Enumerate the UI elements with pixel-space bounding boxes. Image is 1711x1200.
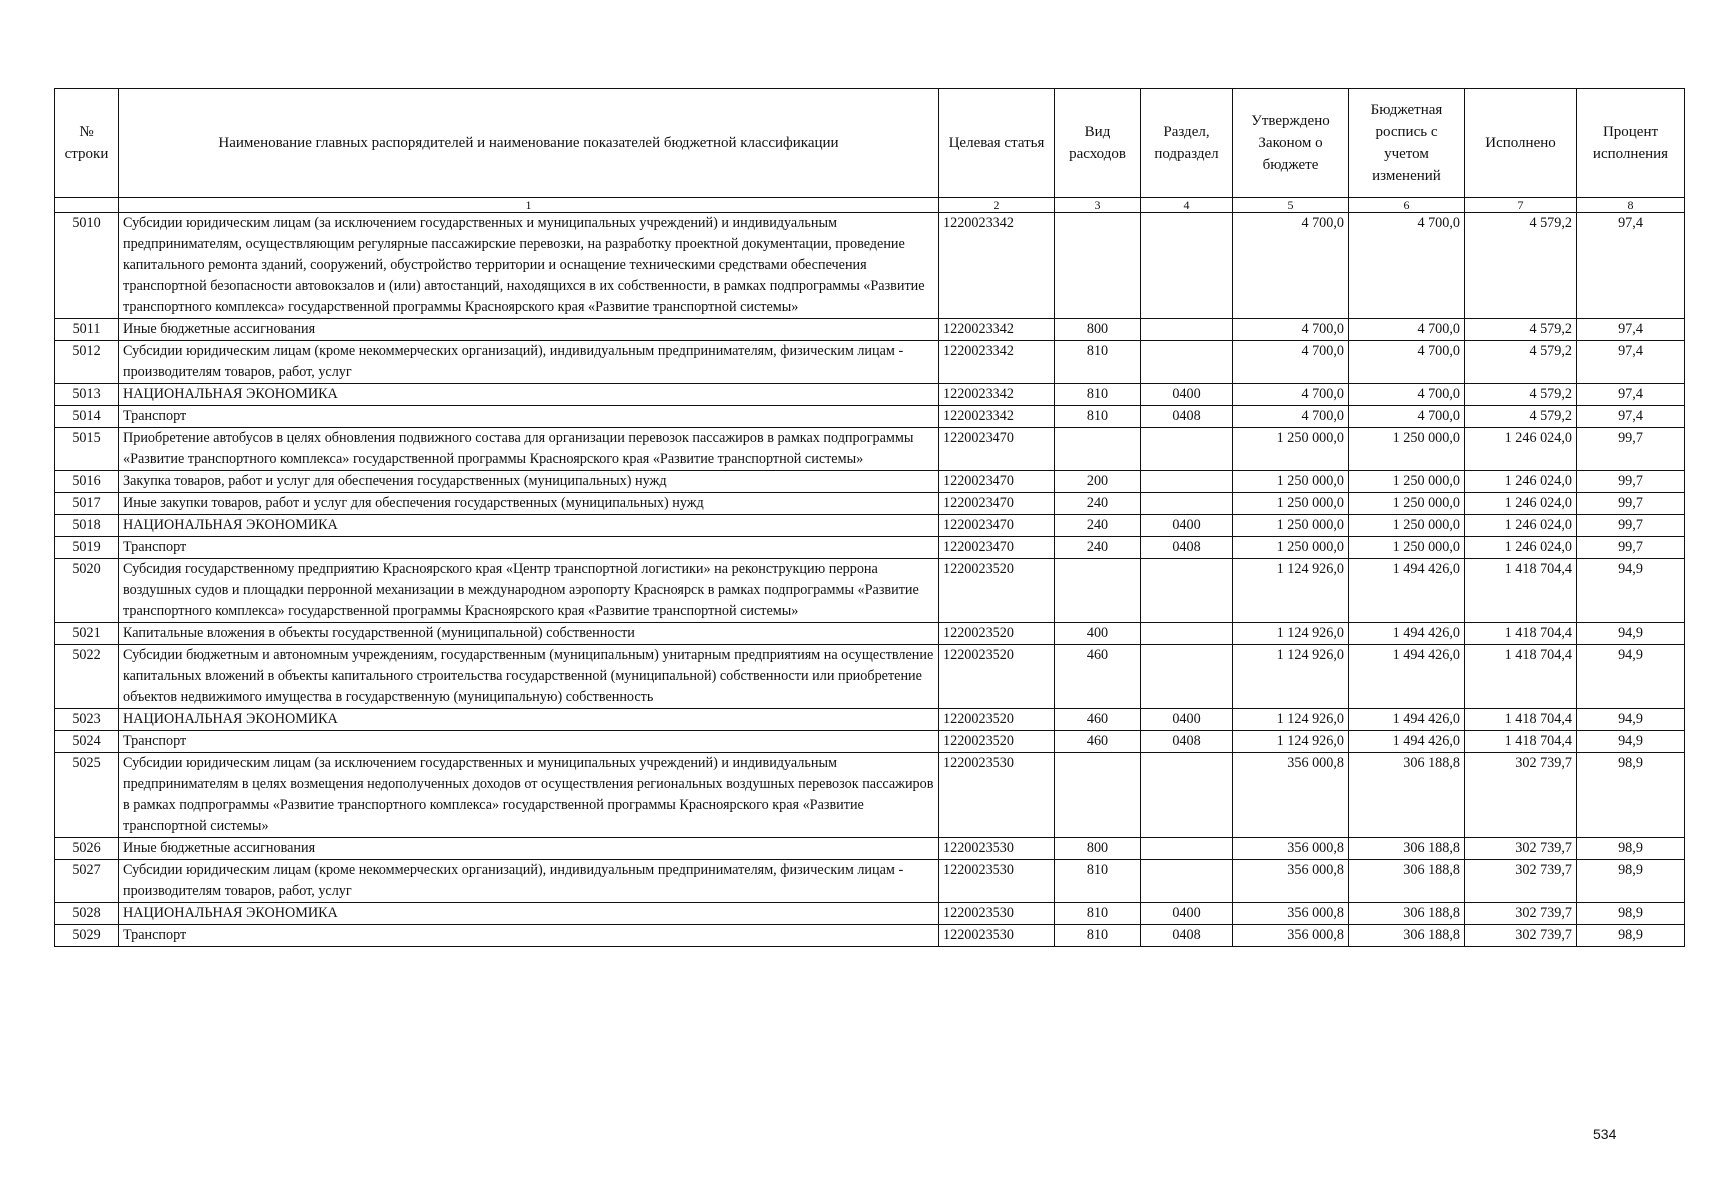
column-number: 7 [1465, 198, 1577, 213]
row-expense-type: 810 [1055, 925, 1141, 947]
row-number: 5016 [55, 471, 119, 493]
row-expense-type: 400 [1055, 623, 1141, 645]
row-percent: 99,7 [1577, 493, 1685, 515]
column-number: 3 [1055, 198, 1141, 213]
row-target-article: 1220023530 [939, 838, 1055, 860]
row-percent: 94,9 [1577, 623, 1685, 645]
row-number: 5017 [55, 493, 119, 515]
table-row [55, 213, 1685, 319]
row-percent: 99,7 [1577, 515, 1685, 537]
row-executed: 1 418 704,4 [1465, 709, 1577, 731]
row-budget-plan: 1 494 426,0 [1349, 623, 1465, 645]
row-executed: 1 246 024,0 [1465, 428, 1577, 471]
row-name: Субсидии юридическим лицам (кроме некоммерческих организаций), индивидуальным предпринимателям, физическим лицам - производителям товаров, работ, услуг [119, 341, 939, 384]
row-budget-plan: 306 188,8 [1349, 838, 1465, 860]
header-percent: Процент исполнения [1577, 89, 1685, 198]
row-expense-type: 810 [1055, 384, 1141, 406]
row-executed: 1 418 704,4 [1465, 645, 1577, 709]
row-number: 5010 [55, 213, 119, 319]
row-section: 0400 [1141, 709, 1233, 731]
row-section [1141, 559, 1233, 623]
column-number: 4 [1141, 198, 1233, 213]
row-approved: 4 700,0 [1233, 406, 1349, 428]
table-row [55, 319, 1685, 341]
row-approved: 4 700,0 [1233, 319, 1349, 341]
row-name: Закупка товаров, работ и услуг для обеспечения государственных (муниципальных) нужд [119, 471, 939, 493]
row-name: НАЦИОНАЛЬНАЯ ЭКОНОМИКА [119, 903, 939, 925]
row-expense-type: 240 [1055, 515, 1141, 537]
column-number: 6 [1349, 198, 1465, 213]
row-approved: 1 250 000,0 [1233, 493, 1349, 515]
row-name: Транспорт [119, 537, 939, 559]
row-section [1141, 319, 1233, 341]
row-percent: 99,7 [1577, 537, 1685, 559]
row-budget-plan: 1 250 000,0 [1349, 428, 1465, 471]
row-target-article: 1220023470 [939, 471, 1055, 493]
row-percent: 97,4 [1577, 406, 1685, 428]
row-executed: 4 579,2 [1465, 406, 1577, 428]
row-section: 0400 [1141, 515, 1233, 537]
header-section: Раздел, подраздел [1141, 89, 1233, 198]
column-number: 8 [1577, 198, 1685, 213]
row-number: 5024 [55, 731, 119, 753]
row-target-article: 1220023342 [939, 406, 1055, 428]
row-executed: 302 739,7 [1465, 753, 1577, 838]
row-executed: 4 579,2 [1465, 384, 1577, 406]
row-number: 5014 [55, 406, 119, 428]
table-row [55, 731, 1685, 753]
table-row [55, 645, 1685, 709]
row-expense-type [1055, 428, 1141, 471]
row-name: Субсидия государственному предприятию Красноярского края «Центр транспортной логистики» на реконструкцию перрона воздушных судов и площадки перронной механизации в международном аэропорту Красноярск в рамках подпрограммы «Развитие транспортного комплекса» государственной программы Красноярского края «Развитие транспортной системы» [119, 559, 939, 623]
table-row [55, 753, 1685, 838]
row-name: Транспорт [119, 406, 939, 428]
table-row [55, 709, 1685, 731]
row-target-article: 1220023342 [939, 341, 1055, 384]
row-expense-type: 240 [1055, 493, 1141, 515]
budget-execution-table [54, 88, 1685, 947]
row-percent: 99,7 [1577, 428, 1685, 471]
row-number: 5015 [55, 428, 119, 471]
row-executed: 4 579,2 [1465, 213, 1577, 319]
header-expense-type: Вид расходов [1055, 89, 1141, 198]
row-number: 5018 [55, 515, 119, 537]
table-row [55, 838, 1685, 860]
row-target-article: 1220023470 [939, 515, 1055, 537]
row-name: Транспорт [119, 925, 939, 947]
row-executed: 4 579,2 [1465, 341, 1577, 384]
row-expense-type [1055, 213, 1141, 319]
row-executed: 1 418 704,4 [1465, 559, 1577, 623]
row-executed: 1 246 024,0 [1465, 515, 1577, 537]
row-target-article: 1220023342 [939, 213, 1055, 319]
table-row [55, 406, 1685, 428]
row-expense-type: 810 [1055, 406, 1141, 428]
row-section [1141, 623, 1233, 645]
row-number: 5029 [55, 925, 119, 947]
row-target-article: 1220023470 [939, 537, 1055, 559]
row-number: 5026 [55, 838, 119, 860]
row-percent: 98,9 [1577, 753, 1685, 838]
row-approved: 356 000,8 [1233, 753, 1349, 838]
row-section [1141, 428, 1233, 471]
row-name: НАЦИОНАЛЬНАЯ ЭКОНОМИКА [119, 384, 939, 406]
row-executed: 1 246 024,0 [1465, 493, 1577, 515]
row-name: Транспорт [119, 731, 939, 753]
table-row [55, 925, 1685, 947]
row-percent: 97,4 [1577, 341, 1685, 384]
row-name: Иные бюджетные ассигнования [119, 838, 939, 860]
row-target-article: 1220023530 [939, 860, 1055, 903]
row-executed: 1 246 024,0 [1465, 471, 1577, 493]
row-approved: 1 124 926,0 [1233, 559, 1349, 623]
row-target-article: 1220023520 [939, 645, 1055, 709]
row-expense-type: 460 [1055, 645, 1141, 709]
row-expense-type: 460 [1055, 731, 1141, 753]
row-number: 5012 [55, 341, 119, 384]
row-number: 5025 [55, 753, 119, 838]
row-approved: 1 250 000,0 [1233, 471, 1349, 493]
row-executed: 302 739,7 [1465, 903, 1577, 925]
row-section [1141, 753, 1233, 838]
row-section [1141, 213, 1233, 319]
row-expense-type: 800 [1055, 319, 1141, 341]
table-row [55, 623, 1685, 645]
header-row-number: № строки [55, 89, 119, 198]
row-budget-plan: 306 188,8 [1349, 903, 1465, 925]
row-expense-type: 200 [1055, 471, 1141, 493]
row-percent: 98,9 [1577, 925, 1685, 947]
row-expense-type: 810 [1055, 860, 1141, 903]
row-percent: 94,9 [1577, 559, 1685, 623]
row-section [1141, 471, 1233, 493]
table-row [55, 860, 1685, 903]
row-number: 5021 [55, 623, 119, 645]
row-budget-plan: 4 700,0 [1349, 341, 1465, 384]
row-approved: 1 124 926,0 [1233, 731, 1349, 753]
row-budget-plan: 1 494 426,0 [1349, 731, 1465, 753]
row-name: НАЦИОНАЛЬНАЯ ЭКОНОМИКА [119, 709, 939, 731]
row-approved: 1 250 000,0 [1233, 515, 1349, 537]
row-approved: 356 000,8 [1233, 903, 1349, 925]
row-target-article: 1220023520 [939, 709, 1055, 731]
row-name: Иные бюджетные ассигнования [119, 319, 939, 341]
row-budget-plan: 1 494 426,0 [1349, 559, 1465, 623]
row-expense-type: 800 [1055, 838, 1141, 860]
row-percent: 98,9 [1577, 838, 1685, 860]
row-budget-plan: 1 250 000,0 [1349, 515, 1465, 537]
row-budget-plan: 4 700,0 [1349, 319, 1465, 341]
header-target-article: Целевая статья [939, 89, 1055, 198]
header-row [55, 89, 1685, 198]
column-number: 2 [939, 198, 1055, 213]
row-section: 0400 [1141, 384, 1233, 406]
row-target-article: 1220023520 [939, 559, 1055, 623]
row-expense-type: 810 [1055, 903, 1141, 925]
column-numbers-row [55, 198, 1685, 213]
row-name: НАЦИОНАЛЬНАЯ ЭКОНОМИКА [119, 515, 939, 537]
header-name: Наименование главных распорядителей и наименование показателей бюджетной классификации [119, 89, 939, 198]
row-expense-type: 460 [1055, 709, 1141, 731]
row-approved: 4 700,0 [1233, 213, 1349, 319]
row-name: Субсидии бюджетным и автономным учреждениям, государственным (муниципальным) унитарным предприятиям на осуществление капитальных вложений в объекты капитального строительства государственной (муниципальной) собственности или приобретение объектов недвижимого имущества в государственную (муниципальную) собственность [119, 645, 939, 709]
row-target-article: 1220023530 [939, 903, 1055, 925]
row-target-article: 1220023520 [939, 731, 1055, 753]
row-name: Капитальные вложения в объекты государственной (муниципальной) собственности [119, 623, 939, 645]
row-budget-plan: 1 250 000,0 [1349, 537, 1465, 559]
row-section [1141, 493, 1233, 515]
table-row [55, 341, 1685, 384]
row-target-article: 1220023520 [939, 623, 1055, 645]
row-percent: 97,4 [1577, 213, 1685, 319]
page-number: 534 [1593, 1126, 1617, 1142]
row-number: 5022 [55, 645, 119, 709]
table-body [55, 213, 1685, 947]
row-target-article: 1220023342 [939, 319, 1055, 341]
row-budget-plan: 1 250 000,0 [1349, 493, 1465, 515]
row-approved: 356 000,8 [1233, 838, 1349, 860]
row-budget-plan: 306 188,8 [1349, 860, 1465, 903]
row-section [1141, 341, 1233, 384]
row-target-article: 1220023470 [939, 428, 1055, 471]
header-approved: Утверждено Законом о бюджете [1233, 89, 1349, 198]
row-number: 5027 [55, 860, 119, 903]
row-number: 5011 [55, 319, 119, 341]
row-expense-type: 810 [1055, 341, 1141, 384]
row-target-article: 1220023530 [939, 753, 1055, 838]
row-budget-plan: 4 700,0 [1349, 384, 1465, 406]
row-percent: 99,7 [1577, 471, 1685, 493]
header-executed: Исполнено [1465, 89, 1577, 198]
row-percent: 94,9 [1577, 709, 1685, 731]
row-name: Приобретение автобусов в целях обновления подвижного состава для организации перевозок пассажиров в рамках подпрограммы «Развитие транспортного комплекса» государственной программы Красноярского края «Развитие транспортной системы» [119, 428, 939, 471]
row-budget-plan: 1 494 426,0 [1349, 709, 1465, 731]
row-number: 5013 [55, 384, 119, 406]
row-approved: 356 000,8 [1233, 925, 1349, 947]
table-row [55, 515, 1685, 537]
table-row [55, 471, 1685, 493]
row-number: 5019 [55, 537, 119, 559]
row-target-article: 1220023470 [939, 493, 1055, 515]
table-row [55, 384, 1685, 406]
row-number: 5028 [55, 903, 119, 925]
row-percent: 97,4 [1577, 319, 1685, 341]
row-approved: 1 250 000,0 [1233, 537, 1349, 559]
row-percent: 98,9 [1577, 860, 1685, 903]
row-section [1141, 838, 1233, 860]
column-number [55, 198, 119, 213]
row-approved: 1 250 000,0 [1233, 428, 1349, 471]
row-budget-plan: 1 494 426,0 [1349, 645, 1465, 709]
row-percent: 94,9 [1577, 645, 1685, 709]
row-executed: 1 246 024,0 [1465, 537, 1577, 559]
row-percent: 98,9 [1577, 903, 1685, 925]
row-section: 0408 [1141, 406, 1233, 428]
row-section [1141, 645, 1233, 709]
row-number: 5023 [55, 709, 119, 731]
row-expense-type [1055, 559, 1141, 623]
row-approved: 4 700,0 [1233, 341, 1349, 384]
row-approved: 356 000,8 [1233, 860, 1349, 903]
row-executed: 4 579,2 [1465, 319, 1577, 341]
table-row [55, 903, 1685, 925]
row-approved: 1 124 926,0 [1233, 645, 1349, 709]
row-percent: 94,9 [1577, 731, 1685, 753]
row-number: 5020 [55, 559, 119, 623]
row-approved: 1 124 926,0 [1233, 709, 1349, 731]
row-expense-type: 240 [1055, 537, 1141, 559]
row-budget-plan: 4 700,0 [1349, 406, 1465, 428]
row-executed: 302 739,7 [1465, 860, 1577, 903]
row-section: 0408 [1141, 537, 1233, 559]
row-executed: 1 418 704,4 [1465, 731, 1577, 753]
row-section: 0408 [1141, 925, 1233, 947]
row-executed: 302 739,7 [1465, 925, 1577, 947]
table-row [55, 493, 1685, 515]
row-executed: 1 418 704,4 [1465, 623, 1577, 645]
row-percent: 97,4 [1577, 384, 1685, 406]
row-section [1141, 860, 1233, 903]
row-budget-plan: 306 188,8 [1349, 925, 1465, 947]
table-row [55, 428, 1685, 471]
table-row [55, 559, 1685, 623]
row-section: 0408 [1141, 731, 1233, 753]
column-number: 1 [119, 198, 939, 213]
row-budget-plan: 306 188,8 [1349, 753, 1465, 838]
row-expense-type [1055, 753, 1141, 838]
header-budget-plan: Бюджетная роспись с учетом изменений [1349, 89, 1465, 198]
row-name: Субсидии юридическим лицам (за исключением государственных и муниципальных учреждений) и индивидуальным предпринимателям в целях возмещения недополученных доходов от осуществления региональных воздушных перевозок пассажиров в рамках подпрограммы «Развитие транспортного комплекса» государственной программы Красноярского края «Развитие транспортной системы» [119, 753, 939, 838]
row-target-article: 1220023342 [939, 384, 1055, 406]
row-budget-plan: 1 250 000,0 [1349, 471, 1465, 493]
table-row [55, 537, 1685, 559]
row-executed: 302 739,7 [1465, 838, 1577, 860]
row-name: Субсидии юридическим лицам (за исключением государственных и муниципальных учреждений) и индивидуальным предпринимателям, осуществляющим регулярные пассажирские перевозки, на разработку проектной документации, проведение капитального ремонта зданий, сооружений, обустройство территории и оснащение техническими средствами обеспечения транспортной безопасности автовокзалов и (или) автостанций, находящихся в их собственности, в рамках подпрограммы «Развитие транспортного комплекса» государственной программы Красноярского края «Развитие транспортной системы» [119, 213, 939, 319]
row-approved: 4 700,0 [1233, 384, 1349, 406]
row-budget-plan: 4 700,0 [1349, 213, 1465, 319]
row-name: Иные закупки товаров, работ и услуг для обеспечения государственных (муниципальных) нужд [119, 493, 939, 515]
column-number: 5 [1233, 198, 1349, 213]
row-section: 0400 [1141, 903, 1233, 925]
row-target-article: 1220023530 [939, 925, 1055, 947]
row-name: Субсидии юридическим лицам (кроме некоммерческих организаций), индивидуальным предпринимателям, физическим лицам - производителям товаров, работ, услуг [119, 860, 939, 903]
row-approved: 1 124 926,0 [1233, 623, 1349, 645]
